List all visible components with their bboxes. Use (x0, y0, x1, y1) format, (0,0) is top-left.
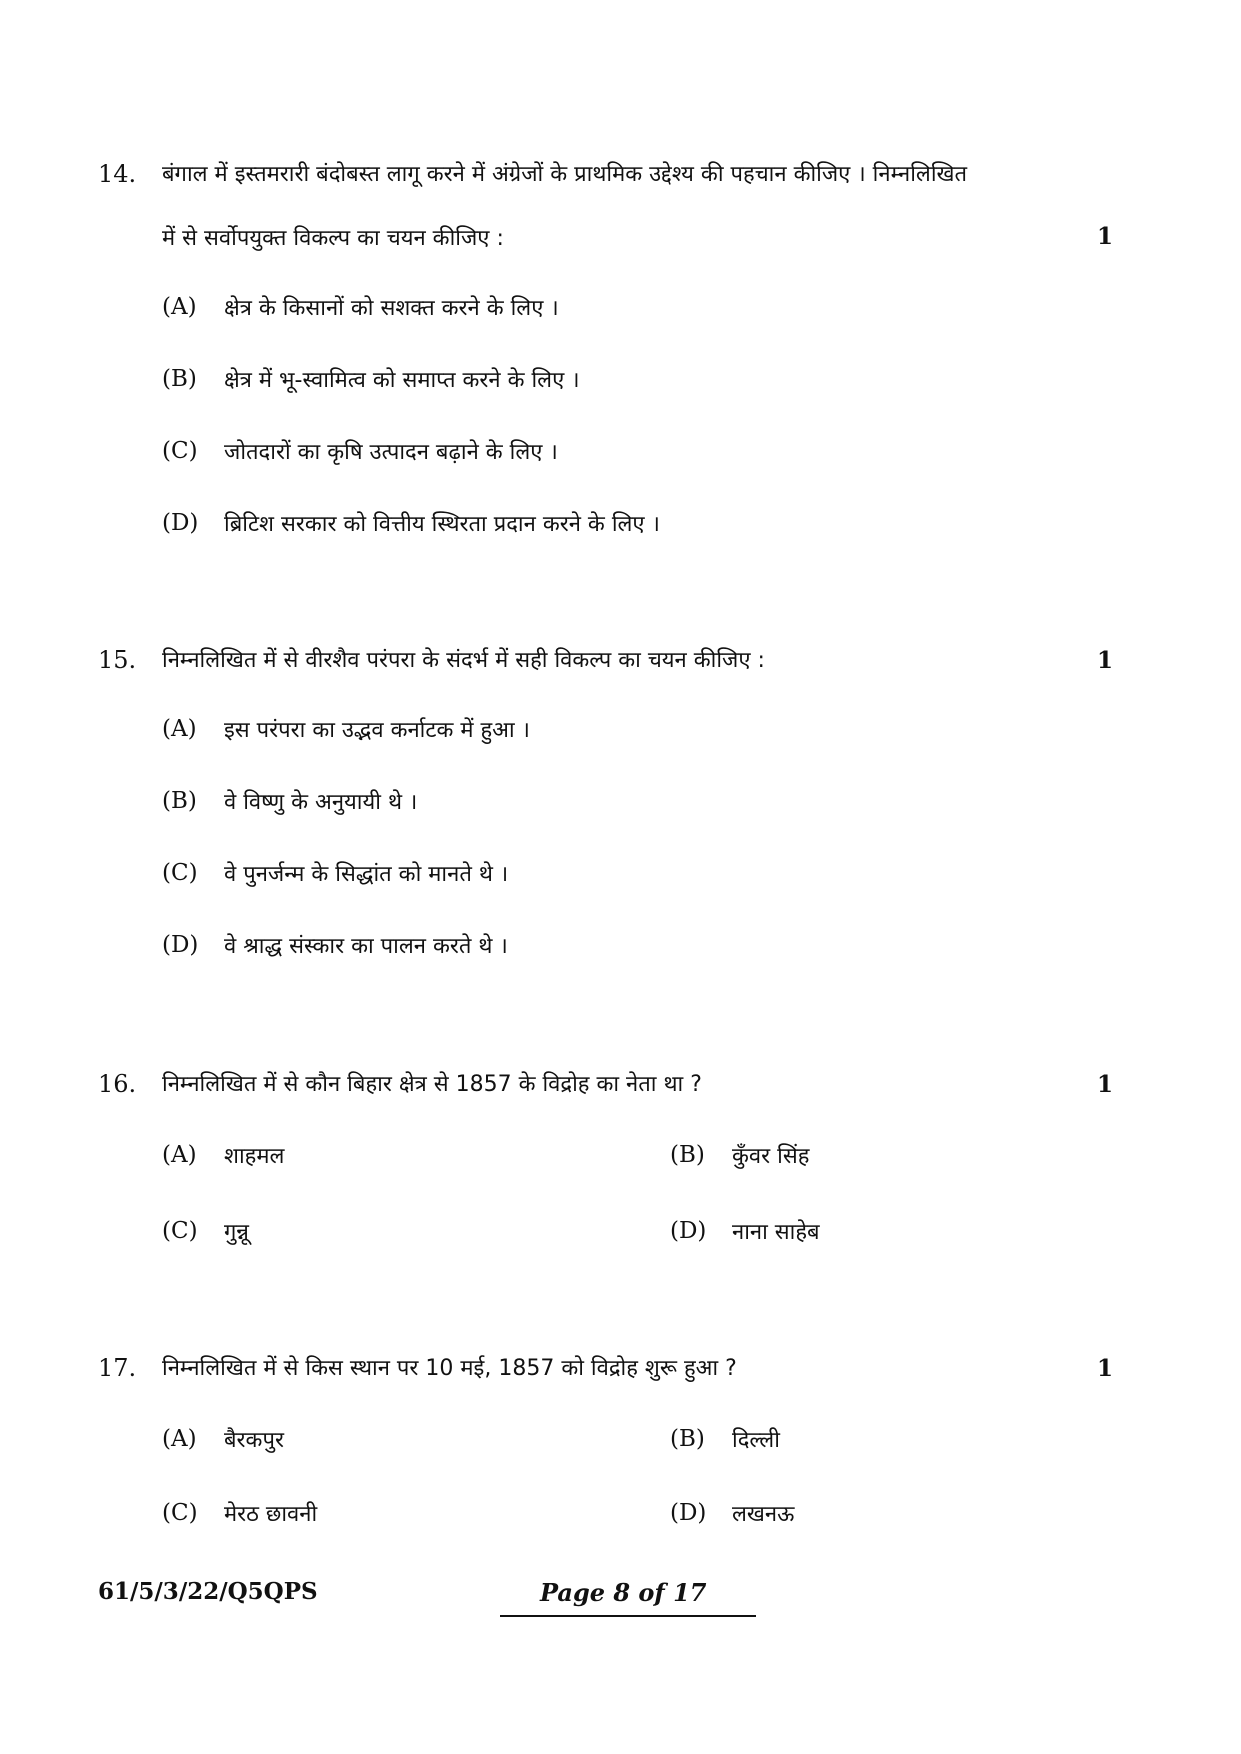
option-letter-b: (B) (670, 1142, 705, 1168)
option-letter-d: (D) (162, 510, 199, 536)
option-letter-a: (A) (162, 294, 197, 320)
option-text-d: वे श्राद्ध संस्कार का पालन करते थे । (224, 934, 508, 959)
option-letter-a: (A) (162, 1426, 197, 1452)
question-text: निम्नलिखित में से कौन बिहार क्षेत्र से 1857 के विद्रोह का नेता था ? (162, 1072, 702, 1097)
option-text-a: इस परंपरा का उद्भव कर्नाटक में हुआ । (224, 718, 531, 743)
option-letter-d: (D) (162, 932, 199, 958)
page-number: Page 8 of 17 (540, 1578, 707, 1607)
option-letter-c: (C) (162, 860, 198, 886)
option-letter-c: (C) (162, 438, 198, 464)
option-letter-a: (A) (162, 1142, 197, 1168)
paper-code: 61/5/3/22/Q5QPS (98, 1578, 318, 1605)
option-text-b: क्षेत्र में भू-स्वामित्व को समाप्त करने के लिए । (224, 368, 580, 393)
option-text-c: गुन्नू (224, 1220, 249, 1245)
option-letter-d: (D) (670, 1500, 707, 1526)
option-letter-d: (D) (670, 1218, 707, 1244)
option-text-a: बैरकपुर (224, 1428, 284, 1453)
question-text: निम्नलिखित में से वीरशैव परंपरा के संदर्भ में सही विकल्प का चयन कीजिए : (162, 648, 765, 673)
option-letter-c: (C) (162, 1218, 198, 1244)
option-text-c: जोतदारों का कृषि उत्पादन बढ़ाने के लिए । (224, 440, 558, 465)
question-number: 14. (98, 160, 137, 188)
marks: 1 (1097, 223, 1114, 250)
option-text-a: शाहमल (224, 1144, 285, 1169)
question-number: 16. (98, 1070, 137, 1098)
question-number: 17. (98, 1354, 137, 1382)
option-text-a: क्षेत्र के किसानों को सशक्त करने के लिए । (224, 296, 559, 321)
question-text: बंगाल में इस्तमरारी बंदोबस्त लागू करने में अंग्रेजों के प्राथमिक उद्देश्य की पहचान कीजिए । निम्नलिखित (162, 162, 968, 187)
option-text-c: वे पुनर्जन्म के सिद्धांत को मानते थे । (224, 862, 509, 887)
option-letter-b: (B) (162, 788, 197, 814)
option-text-d: नाना साहेब (732, 1220, 820, 1245)
question-number: 15. (98, 646, 137, 674)
marks: 1 (1097, 647, 1114, 674)
question-text-continued: में से सर्वोपयुक्त विकल्प का चयन कीजिए : (162, 226, 504, 251)
option-text-b: वे विष्णु के अनुयायी थे । (224, 790, 418, 815)
option-text-d: ब्रिटिश सरकार को वित्तीय स्थिरता प्रदान करने के लिए । (224, 512, 660, 537)
marks: 1 (1097, 1355, 1114, 1382)
option-text-b: दिल्ली (732, 1428, 780, 1453)
marks: 1 (1097, 1071, 1114, 1098)
footer-underline (500, 1615, 756, 1617)
question-text: निम्नलिखित में से किस स्थान पर 10 मई, 1857 को विद्रोह शुरू हुआ ? (162, 1356, 737, 1381)
option-letter-b: (B) (162, 366, 197, 392)
option-letter-b: (B) (670, 1426, 705, 1452)
option-text-d: लखनऊ (732, 1502, 795, 1527)
option-text-b: कुँवर सिंह (732, 1144, 810, 1169)
option-letter-a: (A) (162, 716, 197, 742)
option-letter-c: (C) (162, 1500, 198, 1526)
option-text-c: मेरठ छावनी (224, 1502, 318, 1527)
